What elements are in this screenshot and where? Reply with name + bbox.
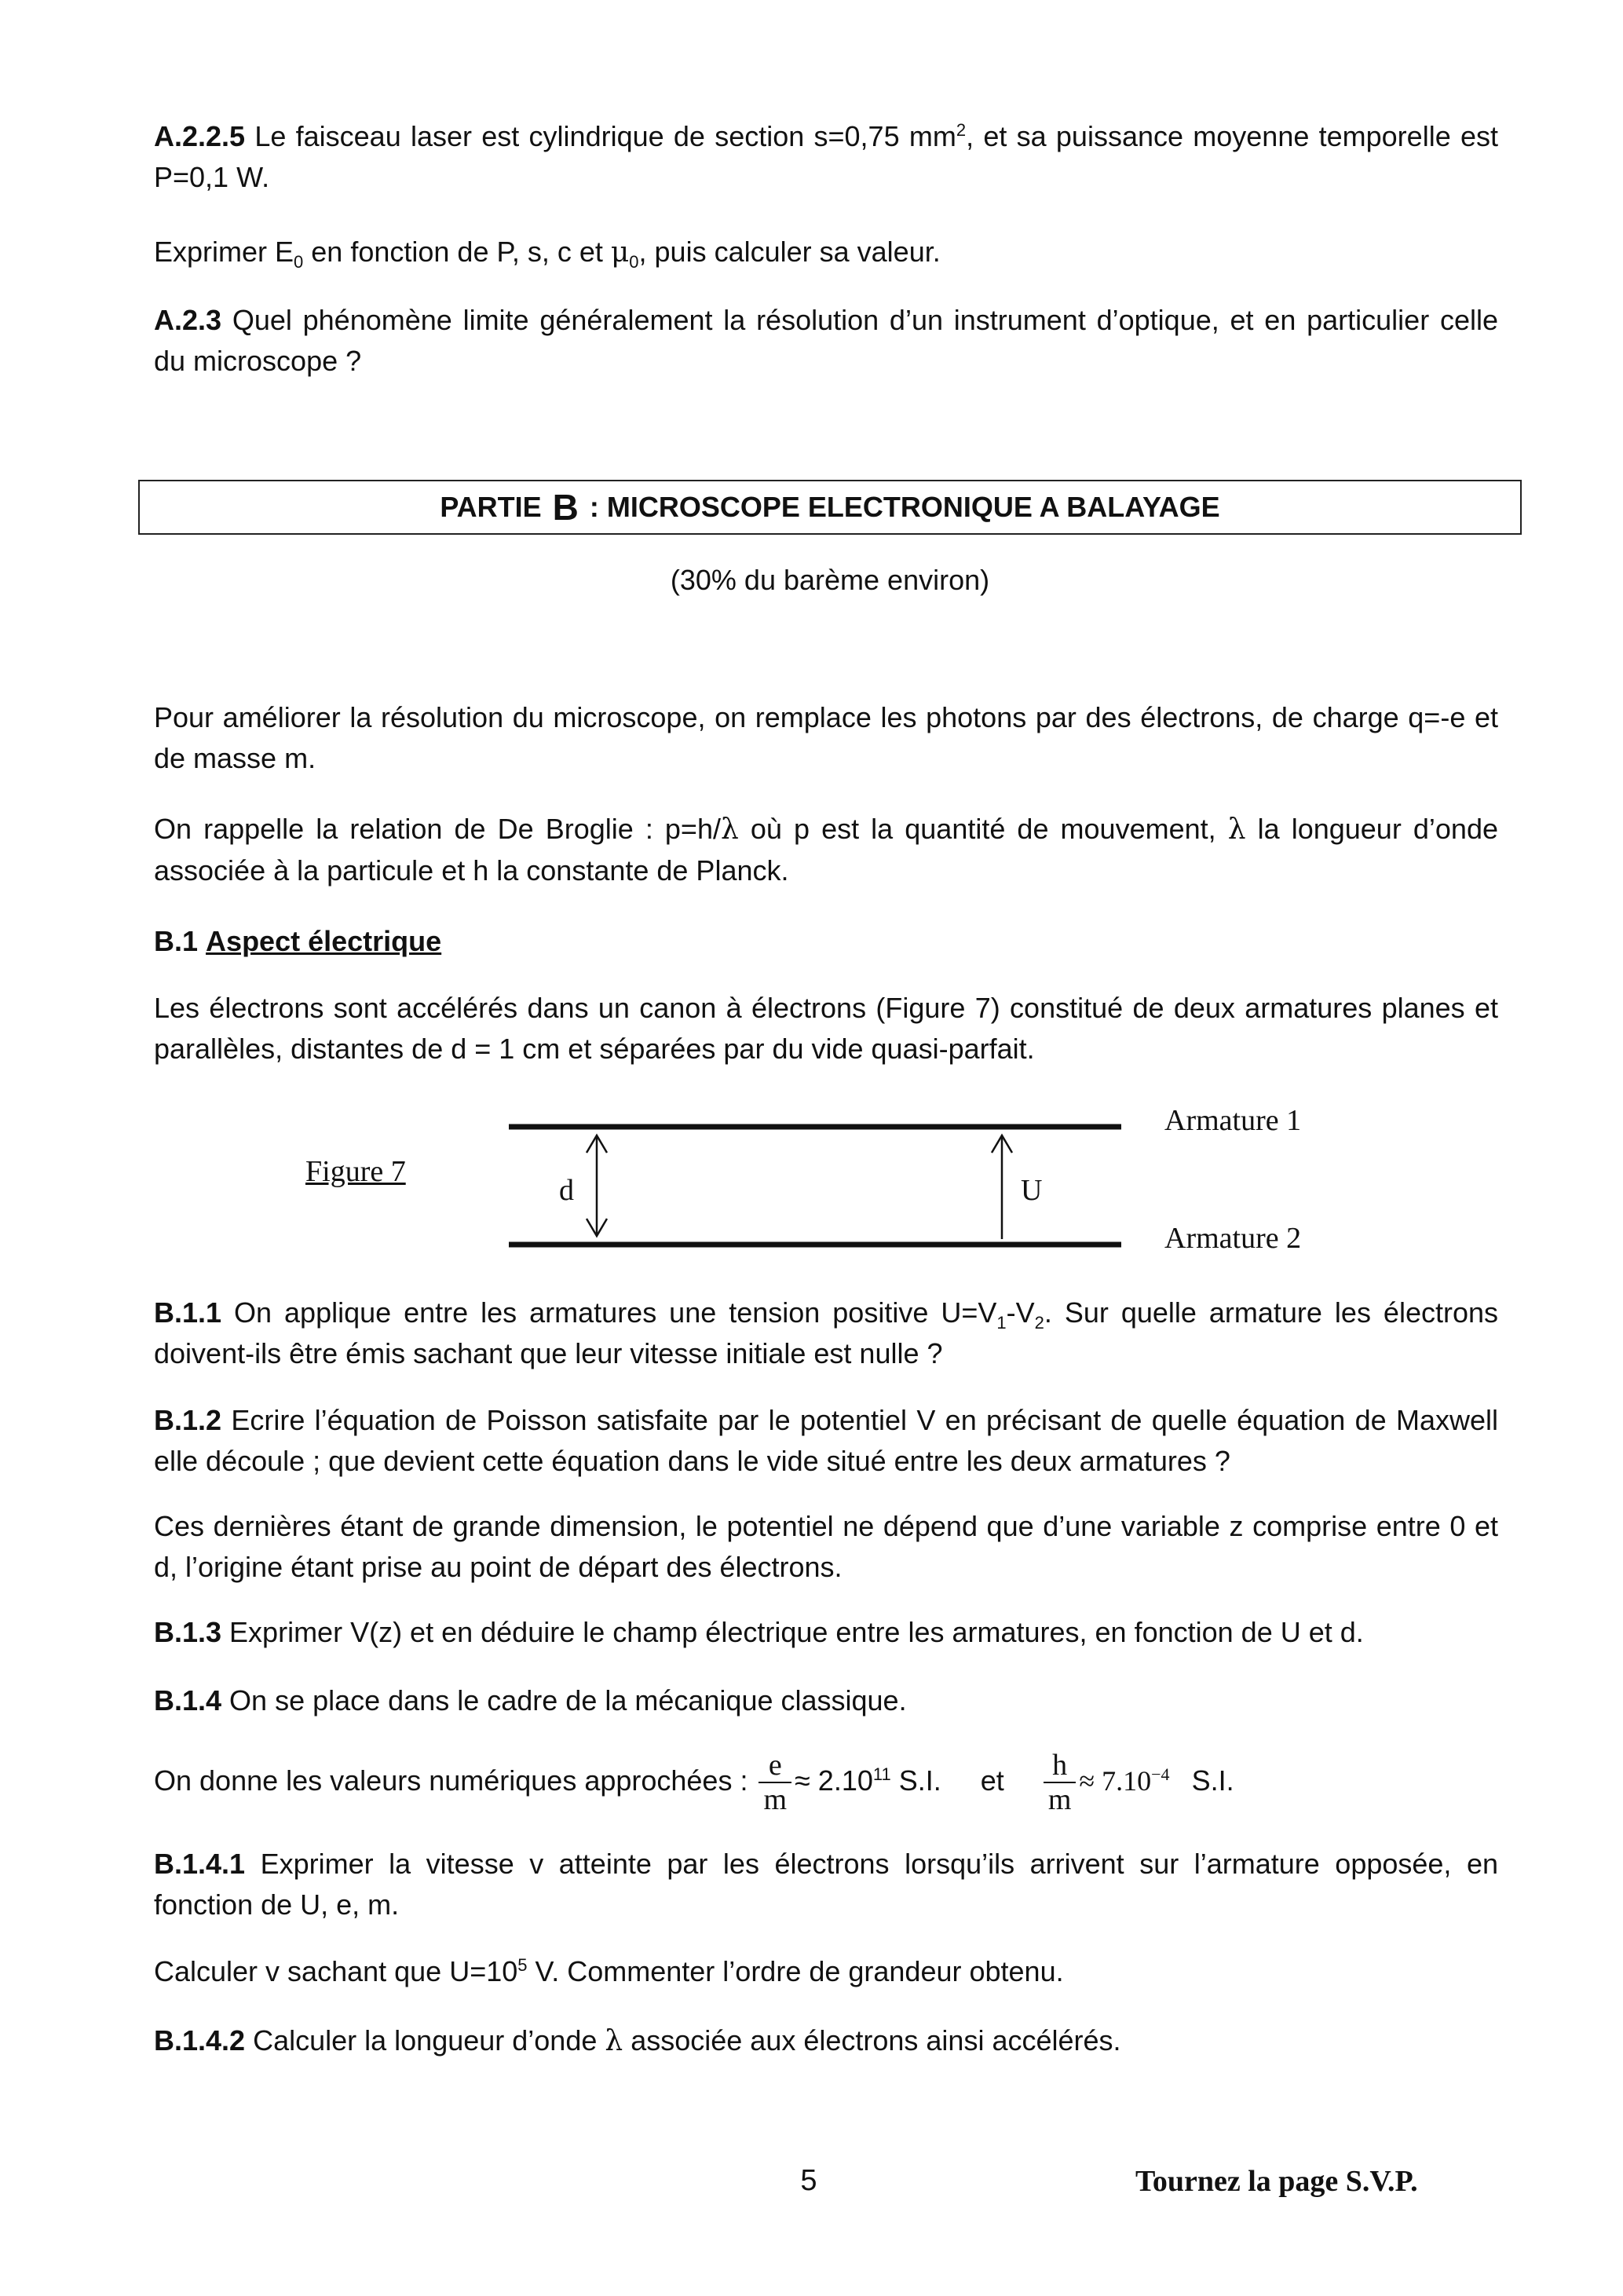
question-id: B.1.4.1 xyxy=(154,1848,246,1880)
paragraph-dernieres: Ces dernières étant de grande dimension, le potentiel ne dépend que d’une variable z comprise entre 0 et d, l’origine étant prise au point de départ des électrons. xyxy=(154,1510,1498,1583)
bareme-note: (30% du barème environ) xyxy=(670,564,990,596)
fraction-h-over-m: $\frac{h}{m}$ xyxy=(1044,1749,1077,1816)
paragraph-intro: Pour améliorer la résolution du microscope, on remplace les photons par des électrons, de charge q=-e et de masse m. xyxy=(154,701,1498,774)
question-id: A.2.2.5 xyxy=(154,120,246,152)
paragraph-exprimer-e0: Exprimer $E_0$ en fonction de P, s, c et $\mu_0$, puis calculer sa valeur. xyxy=(154,236,941,272)
question-id: A.2.3 xyxy=(154,304,222,336)
question-id: B.1.4.2 xyxy=(154,2024,246,2057)
section-b1-heading: B.1 Aspect électrique xyxy=(154,925,442,957)
paragraph-b11: B.1.1 On applique entre les armatures une tension positive $U=V_1-V_2$. Sur quelle armature les électrons doivent-ils être émis sachant que leur vitesse initiale est nulle ? xyxy=(154,1296,1498,1369)
paragraph-de-broglie: On rappelle la relation de De Broglie : p=h/λ où p est la quantité de mouvement, λ la longueur d’onde associée à la particule et h la constante de Planck. xyxy=(154,813,1498,887)
paragraph-calculer-v: Calculer v sachant que $U=10^5$ V. Commenter l’ordre de grandeur obtenu. xyxy=(154,1955,1064,1987)
paragraph-a23: A.2.3 Quel phénomène limite généralement la résolution d’un instrument d’optique, et en particulier celle du microscope ? xyxy=(154,304,1498,377)
voltage-label: U xyxy=(1021,1174,1043,1207)
paragraph-b14: B.1.4 On se place dans le cadre de la mécanique classique. xyxy=(154,1684,907,1717)
paragraph-b12: B.1.2 Ecrire l’équation de Poisson satisfaite par le potentiel V en précisant de quelle équation de Maxwell elle découle ; que devient cette équation dans le vide situé entre les deux armatures ? xyxy=(154,1404,1498,1477)
paragraph-a225: A.2.2.5 Le faisceau laser est cylindrique de section s=0,75 $mm^2$, et sa puissance moyenne temporelle est P=0,1 W. xyxy=(154,120,1498,193)
paragraph-b141: B.1.4.1 Exprimer la vitesse v atteinte par les électrons lorsqu’ils arrivent sur l’armature opposée, en fonction de U, e, m. xyxy=(154,1848,1498,1921)
distance-arrow xyxy=(587,1135,607,1236)
armature-2-label: Armature 2 xyxy=(1164,1222,1302,1255)
paragraph-valeurs: On donne les valeurs numériques approchées : $\frac{e}{m}$ ≈ $2.10^{11}$ S.I. et $\frac{h}{m}$ ≈ $7.10^{-4}$ S.I. xyxy=(154,1749,1234,1817)
page-number: 5 xyxy=(800,2164,817,2197)
fraction-e-over-m: $\frac{e}{m}$ xyxy=(758,1749,791,1816)
paragraph-b13: B.1.3 Exprimer V(z) et en déduire le champ électrique entre les armatures, en fonction de U et d. xyxy=(154,1616,1364,1648)
question-id: B.1.4 xyxy=(154,1684,222,1717)
section-title: Aspect électrique xyxy=(206,925,442,957)
figure-label: Figure 7 xyxy=(305,1155,406,1188)
question-id: B.1.3 xyxy=(154,1616,222,1648)
question-id: B.1.1 xyxy=(154,1296,222,1329)
paragraph-b142: B.1.4.2 Calculer la longueur d’onde λ associée aux électrons ainsi accélérés. xyxy=(154,2024,1121,2057)
partie-b-header: PARTIE B : MICROSCOPE ELECTRONIQUE A BALAYAGE xyxy=(138,480,1522,535)
question-id: B.1.2 xyxy=(154,1404,222,1436)
armature-1-label: Armature 1 xyxy=(1164,1104,1302,1137)
voltage-arrow xyxy=(992,1135,1012,1239)
distance-label: d xyxy=(559,1174,574,1207)
turn-page-note: Tournez la page S.V.P. xyxy=(1135,2165,1418,2198)
paragraph-canon: Les électrons sont accélérés dans un canon à électrons (Figure 7) constitué de deux armatures planes et parallèles, distantes de d = 1 cm et séparées par du vide quasi-parfait. xyxy=(154,992,1498,1065)
